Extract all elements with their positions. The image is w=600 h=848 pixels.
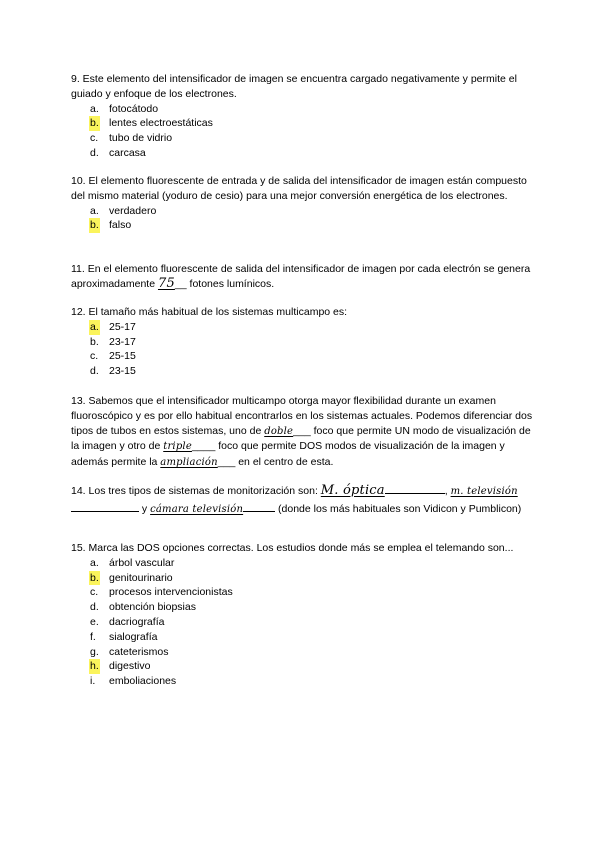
option-label: emboliaciones <box>109 675 177 688</box>
option-label: 25-15 <box>109 350 136 363</box>
option-item[interactable] <box>71 131 531 146</box>
option-item[interactable] <box>71 349 531 364</box>
question-12-options <box>71 320 531 379</box>
question-14-answer-1: M. óptica <box>320 483 385 498</box>
option-marker: a. <box>90 102 99 115</box>
option-item[interactable] <box>71 218 531 233</box>
option-item[interactable] <box>71 571 531 586</box>
option-marker: a. <box>90 556 99 569</box>
option-marker-selected: b. <box>90 117 99 130</box>
option-label: procesos intervencionistas <box>109 586 233 599</box>
question-11 <box>71 262 531 292</box>
option-label: digestivo <box>109 660 151 673</box>
option-label: obtención biopsias <box>109 601 196 614</box>
question-11-text-before: 11. En el elemento fluorescente de salida del intensificador de imagen por cada electrón se genera aproximadamente <box>71 263 531 290</box>
option-item[interactable] <box>71 659 531 674</box>
option-marker: d. <box>90 146 99 159</box>
option-marker: g. <box>90 645 99 658</box>
option-marker: c. <box>90 586 99 599</box>
option-marker: a. <box>90 204 99 217</box>
question-11-text: 11. En el elemento fluorescente de salida del intensificador de imagen por cada electrón se genera aproximadamente 75__ fotones lumínicos. <box>71 263 531 291</box>
option-item[interactable] <box>71 320 531 335</box>
question-14 <box>71 482 533 518</box>
question-10 <box>71 174 531 233</box>
option-item[interactable] <box>71 556 531 571</box>
question-13-answer-3: ampliación <box>160 457 218 469</box>
option-label: 23-15 <box>109 365 136 378</box>
question-12-text: 12. El tamaño más habitual de los sistemas multicampo es: <box>71 306 348 318</box>
question-14-text-before: 14. Los tres tipos de sistemas de monitorización son: <box>71 485 318 497</box>
option-label: falso <box>109 219 132 232</box>
question-13-text: 13. Sabemos que el intensificador multicampo otorga mayor flexibilidad durante un examen fluoroscópico y es por ello habitual encontrarlos en los sistemas actuales. Podemos diferenciar dos tipos de tubos en estos sistemas, uno de doble___ foco que permite UN modo de visualización de la imagen y otro de triple____ foco que permite DOS modos de visualización de la imagen y además permite la ampliación___ en el centro de esta. <box>71 395 533 469</box>
question-10-options <box>71 204 531 234</box>
question-10-text: 10. El elemento fluorescente de entrada y de salida del intensificador de imagen están compuesto del mismo material (yoduro de cesio) para una mejor conversión energética de los electrones. <box>71 175 527 202</box>
option-item[interactable] <box>71 585 531 600</box>
option-marker-selected: a. <box>90 320 99 333</box>
option-label: árbol vascular <box>109 556 175 569</box>
option-label: genitourinario <box>109 571 173 584</box>
option-marker-selected: b. <box>90 571 99 584</box>
option-item[interactable] <box>71 600 531 615</box>
option-label: fotocátodo <box>109 102 159 115</box>
question-14-answer-2: m. televisión <box>450 486 518 497</box>
option-item[interactable] <box>71 146 531 161</box>
option-label: verdadero <box>109 204 157 217</box>
option-label: lentes electroestáticas <box>109 117 213 130</box>
option-marker: c. <box>90 132 99 145</box>
option-item[interactable] <box>71 615 531 630</box>
option-marker: c. <box>90 350 99 363</box>
option-marker: d. <box>90 601 99 614</box>
option-item[interactable] <box>71 645 531 660</box>
question-9-text: 9. Este elemento del intensificador de imagen se encuentra cargado negativamente y permite el guiado y enfoque de los electrones. <box>71 73 517 100</box>
question-11-text-after: fotones lumínicos. <box>189 277 275 290</box>
question-15-text: 15. Marca las DOS opciones correctas. Los estudios donde más se emplea el telemando son... <box>71 542 514 554</box>
option-label: cateterismos <box>109 645 169 658</box>
option-item[interactable] <box>71 674 531 689</box>
option-marker: f. <box>90 630 96 643</box>
option-label: 23-17 <box>109 335 136 348</box>
option-marker-selected: h. <box>90 660 99 673</box>
question-14-connector: y <box>141 502 148 515</box>
option-label: sialografía <box>109 630 158 643</box>
option-marker-selected: b. <box>90 219 99 232</box>
option-marker: i. <box>90 675 96 688</box>
option-marker: e. <box>90 615 99 628</box>
option-item[interactable] <box>71 102 531 117</box>
question-13-answer-2: triple <box>163 441 192 453</box>
question-13 <box>71 394 533 471</box>
option-marker: b. <box>90 335 99 348</box>
question-14-answer-3: cámara televisión <box>150 503 244 515</box>
option-label: carcasa <box>109 146 146 159</box>
question-15 <box>71 541 531 689</box>
option-marker: d. <box>90 365 99 378</box>
question-9-options <box>71 102 531 161</box>
option-item[interactable] <box>71 204 531 219</box>
option-item[interactable] <box>71 116 531 131</box>
question-13-part-1: 13. Sabemos que el intensificador multicampo otorga mayor flexibilidad durante un examen fluoroscópico y es por ello habitual encontrarlos en los sistemas actuales. Podemos diferenciar dos tipos de tubos en estos sistemas, uno de <box>71 395 533 437</box>
question-11-answer: 75 <box>157 275 175 291</box>
question-13-answer-1: doble <box>264 425 294 437</box>
question-12 <box>71 305 531 379</box>
option-item[interactable] <box>71 364 531 379</box>
option-label: dacriografía <box>109 615 165 628</box>
question-13-part-4: en el centro de esta. <box>238 456 334 469</box>
question-15-options <box>71 556 531 689</box>
question-13-part-3: foco que permite DOS modos de visualización de la imagen y además permite la <box>71 440 505 469</box>
option-item[interactable] <box>71 630 531 645</box>
option-label: 25-17 <box>109 320 136 333</box>
option-item[interactable] <box>71 335 531 350</box>
question-14-text-after: (donde los más habituales son Vidicon y Pumblicon) <box>278 502 522 515</box>
question-13-part-2: foco que permite UN modo de visualización de la imagen y otro de <box>71 424 531 453</box>
question-14-text: 14. Los tres tipos de sistemas de monitorización son: M. óptica , m. televisión y cámara televisión (donde los más habituales son Vidicon y Pumblicon) <box>71 483 522 515</box>
question-9 <box>71 72 531 161</box>
option-label: tubo de vidrio <box>109 132 173 145</box>
